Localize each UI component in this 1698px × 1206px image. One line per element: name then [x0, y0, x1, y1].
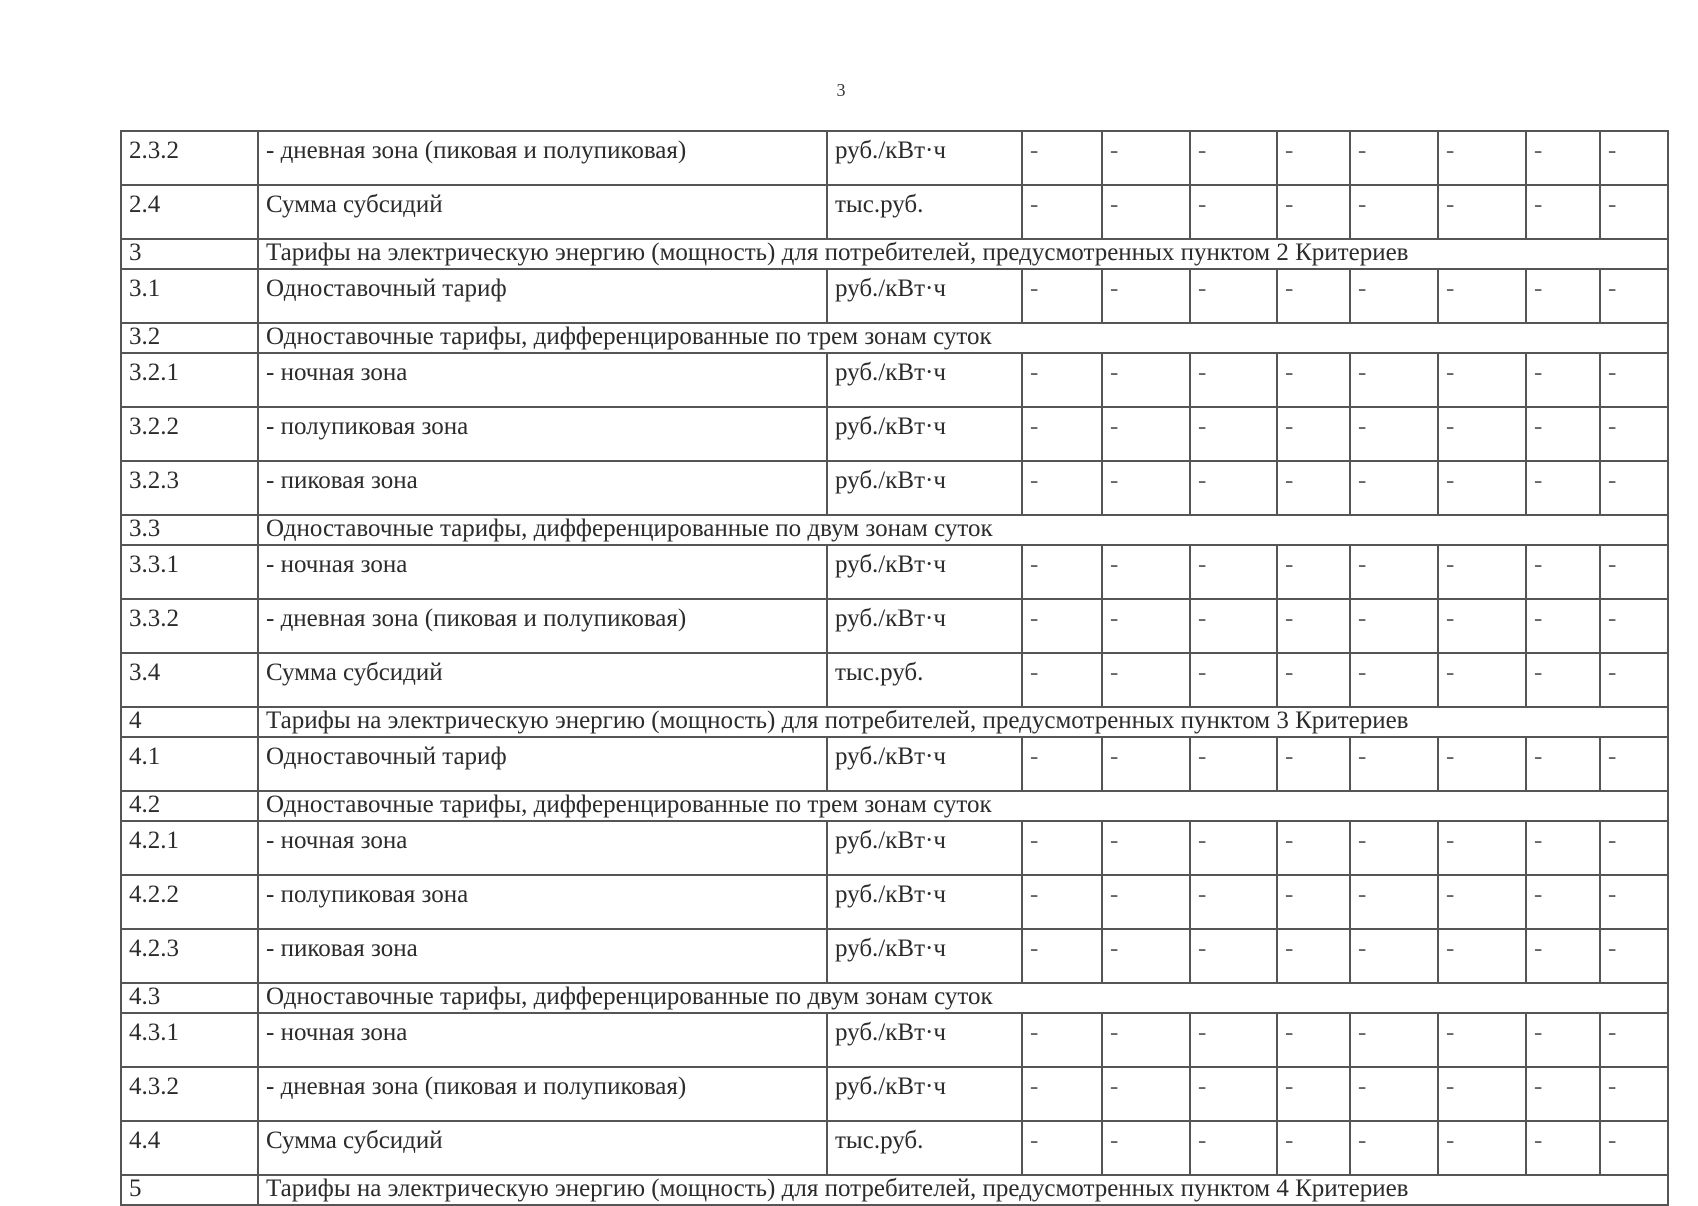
- value-cell: -: [1600, 1067, 1668, 1121]
- value-cell: -: [1600, 131, 1668, 185]
- value-cell: -: [1277, 185, 1350, 239]
- value-cell: -: [1190, 353, 1277, 407]
- value-cell: -: [1526, 545, 1600, 599]
- table-section-row: [121, 515, 1668, 545]
- value-cell: -: [1277, 1121, 1350, 1175]
- unit-cell: руб./кВт·ч: [827, 1067, 1022, 1121]
- unit-cell: руб./кВт·ч: [827, 875, 1022, 929]
- row-name-cell: - дневная зона (пиковая и полупиковая): [258, 131, 827, 185]
- value-cell: -: [1526, 653, 1600, 707]
- row-number-cell: 4.3.1: [121, 1013, 258, 1067]
- unit-cell: руб./кВт·ч: [827, 821, 1022, 875]
- value-cell: -: [1526, 737, 1600, 791]
- value-cell: -: [1600, 269, 1668, 323]
- value-cell: -: [1350, 1067, 1438, 1121]
- value-cell: -: [1526, 821, 1600, 875]
- value-cell: -: [1350, 821, 1438, 875]
- value-cell: -: [1600, 929, 1668, 983]
- row-number-cell: 3.2.1: [121, 353, 258, 407]
- value-cell: -: [1438, 1067, 1526, 1121]
- value-cell: -: [1438, 653, 1526, 707]
- value-cell: -: [1277, 269, 1350, 323]
- unit-cell: руб./кВт·ч: [827, 737, 1022, 791]
- page-number: 3: [836, 80, 846, 100]
- value-cell: -: [1350, 1121, 1438, 1175]
- value-cell: -: [1438, 461, 1526, 515]
- section-title-cell: Тарифы на электрическую энергию (мощность) для потребителей, предусмотренных пунктом 4 Критериев: [258, 1175, 1668, 1205]
- table-row: [121, 1013, 1668, 1067]
- value-cell: -: [1277, 131, 1350, 185]
- value-cell: -: [1600, 1121, 1668, 1175]
- table-row: [121, 353, 1668, 407]
- value-cell: -: [1022, 545, 1102, 599]
- row-name-cell: Одноставочный тариф: [258, 269, 827, 323]
- row-number-cell: 4.2.1: [121, 821, 258, 875]
- unit-cell: тыс.руб.: [827, 1121, 1022, 1175]
- row-number-cell: 4.2.2: [121, 875, 258, 929]
- unit-cell: тыс.руб.: [827, 653, 1022, 707]
- value-cell: -: [1350, 653, 1438, 707]
- table-section-row: [121, 983, 1668, 1013]
- table-row: [121, 1121, 1668, 1175]
- value-cell: -: [1350, 185, 1438, 239]
- value-cell: -: [1190, 1121, 1277, 1175]
- value-cell: -: [1350, 131, 1438, 185]
- value-cell: -: [1600, 821, 1668, 875]
- value-cell: -: [1102, 131, 1190, 185]
- row-number-cell: 3: [121, 239, 258, 269]
- row-name-cell: - ночная зона: [258, 545, 827, 599]
- value-cell: -: [1102, 461, 1190, 515]
- value-cell: -: [1102, 599, 1190, 653]
- value-cell: -: [1277, 407, 1350, 461]
- row-number-cell: 3.2.2: [121, 407, 258, 461]
- row-number-cell: 4: [121, 707, 258, 737]
- row-number-cell: 4.2.3: [121, 929, 258, 983]
- table-row: [121, 653, 1668, 707]
- row-number-cell: 3.1: [121, 269, 258, 323]
- value-cell: -: [1438, 737, 1526, 791]
- row-name-cell: - полупиковая зона: [258, 875, 827, 929]
- value-cell: -: [1190, 875, 1277, 929]
- table-row: [121, 929, 1668, 983]
- value-cell: -: [1526, 875, 1600, 929]
- value-cell: -: [1350, 1013, 1438, 1067]
- value-cell: -: [1600, 407, 1668, 461]
- value-cell: -: [1022, 821, 1102, 875]
- table-section-row: [121, 323, 1668, 353]
- value-cell: -: [1438, 185, 1526, 239]
- value-cell: -: [1102, 1013, 1190, 1067]
- table-row: [121, 407, 1668, 461]
- row-name-cell: - дневная зона (пиковая и полупиковая): [258, 1067, 827, 1121]
- row-number-cell: 4.1: [121, 737, 258, 791]
- value-cell: -: [1022, 1067, 1102, 1121]
- value-cell: -: [1350, 407, 1438, 461]
- value-cell: -: [1022, 461, 1102, 515]
- value-cell: -: [1350, 545, 1438, 599]
- table-row: [121, 875, 1668, 929]
- table-body: [121, 131, 1668, 1205]
- row-name-cell: - ночная зона: [258, 353, 827, 407]
- section-title-cell: Одноставочные тарифы, дифференцированные по трем зонам суток: [258, 323, 1668, 353]
- value-cell: -: [1438, 1121, 1526, 1175]
- row-number-cell: 3.2.3: [121, 461, 258, 515]
- value-cell: -: [1277, 653, 1350, 707]
- value-cell: -: [1350, 599, 1438, 653]
- row-name-cell: - ночная зона: [258, 1013, 827, 1067]
- value-cell: -: [1277, 929, 1350, 983]
- value-cell: -: [1438, 353, 1526, 407]
- value-cell: -: [1190, 131, 1277, 185]
- section-title-cell: Одноставочные тарифы, дифференцированные по двум зонам суток: [258, 515, 1668, 545]
- value-cell: -: [1022, 653, 1102, 707]
- row-name-cell: - дневная зона (пиковая и полупиковая): [258, 599, 827, 653]
- unit-cell: руб./кВт·ч: [827, 269, 1022, 323]
- unit-cell: руб./кВт·ч: [827, 353, 1022, 407]
- row-number-cell: 3.3.1: [121, 545, 258, 599]
- value-cell: -: [1600, 653, 1668, 707]
- table-row: [121, 1067, 1668, 1121]
- value-cell: -: [1438, 821, 1526, 875]
- value-cell: -: [1190, 545, 1277, 599]
- table-row: [121, 545, 1668, 599]
- value-cell: -: [1190, 1067, 1277, 1121]
- value-cell: -: [1526, 1067, 1600, 1121]
- unit-cell: руб./кВт·ч: [827, 131, 1022, 185]
- row-number-cell: 2.3.2: [121, 131, 258, 185]
- value-cell: -: [1600, 737, 1668, 791]
- value-cell: -: [1022, 875, 1102, 929]
- row-number-cell: 2.4: [121, 185, 258, 239]
- value-cell: -: [1022, 1121, 1102, 1175]
- table-row: [121, 737, 1668, 791]
- value-cell: -: [1102, 269, 1190, 323]
- value-cell: -: [1277, 1067, 1350, 1121]
- value-cell: -: [1526, 185, 1600, 239]
- value-cell: -: [1526, 461, 1600, 515]
- value-cell: -: [1022, 737, 1102, 791]
- value-cell: -: [1190, 1013, 1277, 1067]
- value-cell: -: [1600, 1013, 1668, 1067]
- value-cell: -: [1526, 1013, 1600, 1067]
- value-cell: -: [1277, 545, 1350, 599]
- value-cell: -: [1350, 353, 1438, 407]
- value-cell: -: [1022, 353, 1102, 407]
- row-name-cell: Одноставочный тариф: [258, 737, 827, 791]
- value-cell: -: [1102, 185, 1190, 239]
- unit-cell: руб./кВт·ч: [827, 1013, 1022, 1067]
- value-cell: -: [1600, 461, 1668, 515]
- value-cell: -: [1600, 875, 1668, 929]
- section-title-cell: Тарифы на электрическую энергию (мощность) для потребителей, предусмотренных пунктом 2 Критериев: [258, 239, 1668, 269]
- unit-cell: руб./кВт·ч: [827, 599, 1022, 653]
- value-cell: -: [1438, 929, 1526, 983]
- value-cell: -: [1438, 545, 1526, 599]
- value-cell: -: [1190, 929, 1277, 983]
- unit-cell: руб./кВт·ч: [827, 407, 1022, 461]
- value-cell: -: [1600, 545, 1668, 599]
- value-cell: -: [1526, 929, 1600, 983]
- value-cell: -: [1277, 353, 1350, 407]
- value-cell: -: [1190, 185, 1277, 239]
- value-cell: -: [1600, 599, 1668, 653]
- value-cell: -: [1022, 599, 1102, 653]
- section-title-cell: Одноставочные тарифы, дифференцированные по трем зонам суток: [258, 791, 1668, 821]
- value-cell: -: [1102, 875, 1190, 929]
- row-number-cell: 4.4: [121, 1121, 258, 1175]
- table-section-row: [121, 791, 1668, 821]
- value-cell: -: [1022, 407, 1102, 461]
- value-cell: -: [1526, 353, 1600, 407]
- value-cell: -: [1102, 929, 1190, 983]
- value-cell: -: [1190, 461, 1277, 515]
- row-number-cell: 4.2: [121, 791, 258, 821]
- row-number-cell: 4.3.2: [121, 1067, 258, 1121]
- row-number-cell: 3.3.2: [121, 599, 258, 653]
- tariff-table: [120, 130, 1669, 1206]
- table-row: [121, 599, 1668, 653]
- row-name-cell: - ночная зона: [258, 821, 827, 875]
- value-cell: -: [1022, 929, 1102, 983]
- row-name-cell: - пиковая зона: [258, 929, 827, 983]
- table-row: [121, 461, 1668, 515]
- value-cell: -: [1277, 737, 1350, 791]
- value-cell: -: [1102, 353, 1190, 407]
- unit-cell: руб./кВт·ч: [827, 929, 1022, 983]
- table-row: [121, 185, 1668, 239]
- value-cell: -: [1350, 461, 1438, 515]
- value-cell: -: [1102, 545, 1190, 599]
- value-cell: -: [1190, 269, 1277, 323]
- table-section-row: [121, 239, 1668, 269]
- value-cell: -: [1277, 1013, 1350, 1067]
- value-cell: -: [1102, 1067, 1190, 1121]
- table-row: [121, 821, 1668, 875]
- section-title-cell: Одноставочные тарифы, дифференцированные по двум зонам суток: [258, 983, 1668, 1013]
- row-name-cell: - пиковая зона: [258, 461, 827, 515]
- value-cell: -: [1022, 269, 1102, 323]
- value-cell: -: [1277, 821, 1350, 875]
- value-cell: -: [1190, 821, 1277, 875]
- value-cell: -: [1277, 461, 1350, 515]
- row-number-cell: 4.3: [121, 983, 258, 1013]
- row-name-cell: Сумма субсидий: [258, 653, 827, 707]
- value-cell: -: [1526, 269, 1600, 323]
- value-cell: -: [1526, 1121, 1600, 1175]
- value-cell: -: [1190, 599, 1277, 653]
- value-cell: -: [1350, 269, 1438, 323]
- value-cell: -: [1350, 875, 1438, 929]
- value-cell: -: [1438, 269, 1526, 323]
- value-cell: -: [1102, 1121, 1190, 1175]
- value-cell: -: [1438, 407, 1526, 461]
- value-cell: -: [1600, 185, 1668, 239]
- value-cell: -: [1102, 821, 1190, 875]
- value-cell: -: [1277, 599, 1350, 653]
- value-cell: -: [1102, 737, 1190, 791]
- unit-cell: руб./кВт·ч: [827, 461, 1022, 515]
- value-cell: -: [1438, 131, 1526, 185]
- value-cell: -: [1022, 131, 1102, 185]
- value-cell: -: [1277, 875, 1350, 929]
- unit-cell: руб./кВт·ч: [827, 545, 1022, 599]
- value-cell: -: [1438, 599, 1526, 653]
- section-title-cell: Тарифы на электрическую энергию (мощность) для потребителей, предусмотренных пунктом 3 Критериев: [258, 707, 1668, 737]
- value-cell: -: [1350, 929, 1438, 983]
- value-cell: -: [1190, 653, 1277, 707]
- row-name-cell: - полупиковая зона: [258, 407, 827, 461]
- row-number-cell: 3.4: [121, 653, 258, 707]
- value-cell: -: [1022, 185, 1102, 239]
- value-cell: -: [1526, 407, 1600, 461]
- value-cell: -: [1438, 1013, 1526, 1067]
- value-cell: -: [1190, 407, 1277, 461]
- value-cell: -: [1526, 599, 1600, 653]
- value-cell: -: [1102, 653, 1190, 707]
- row-number-cell: 3.3: [121, 515, 258, 545]
- value-cell: -: [1600, 353, 1668, 407]
- row-number-cell: 3.2: [121, 323, 258, 353]
- unit-cell: тыс.руб.: [827, 185, 1022, 239]
- row-number-cell: 5: [121, 1175, 258, 1205]
- value-cell: -: [1102, 407, 1190, 461]
- value-cell: -: [1190, 737, 1277, 791]
- value-cell: -: [1350, 737, 1438, 791]
- table-row: [121, 269, 1668, 323]
- table-section-row: [121, 1175, 1668, 1205]
- value-cell: -: [1438, 875, 1526, 929]
- table-row: [121, 131, 1668, 185]
- row-name-cell: Сумма субсидий: [258, 1121, 827, 1175]
- row-name-cell: Сумма субсидий: [258, 185, 827, 239]
- value-cell: -: [1022, 1013, 1102, 1067]
- value-cell: -: [1526, 131, 1600, 185]
- table-section-row: [121, 707, 1668, 737]
